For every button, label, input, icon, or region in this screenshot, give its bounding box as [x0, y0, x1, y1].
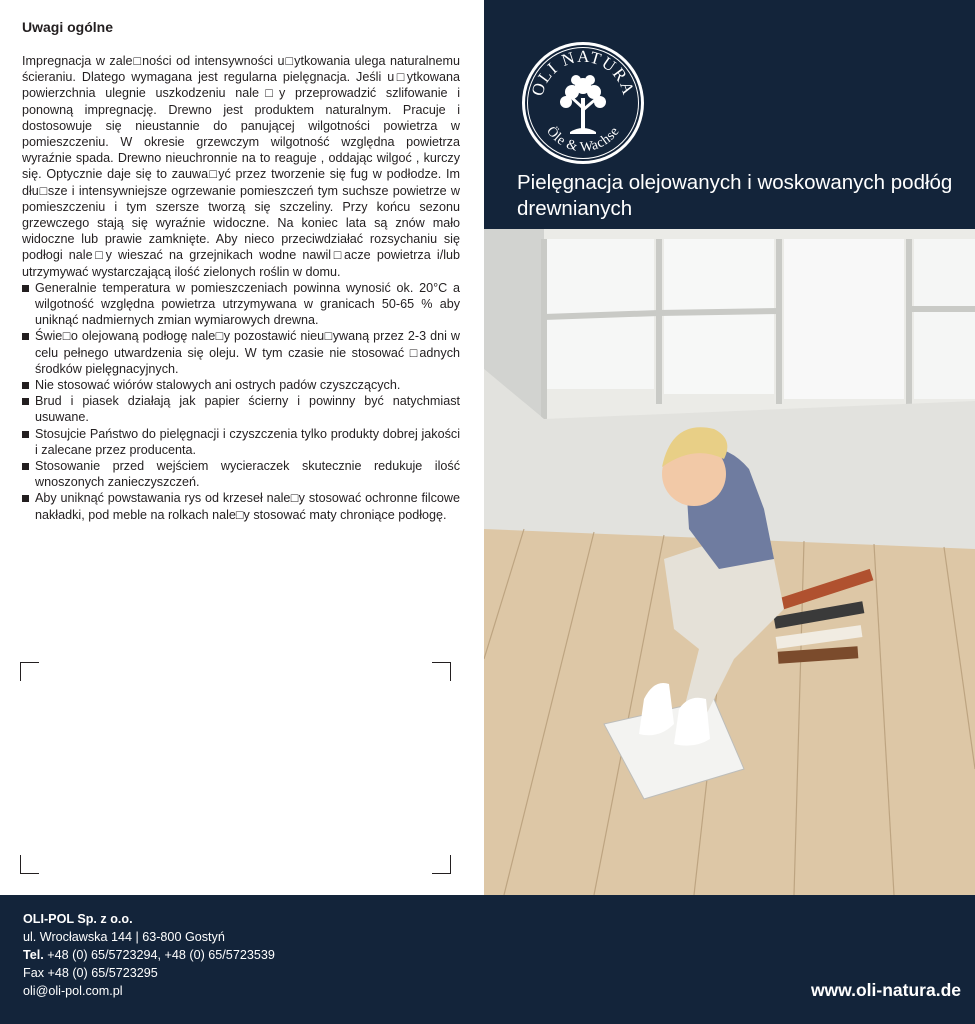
- square-bullet-icon: [22, 285, 29, 292]
- square-bullet-icon: [22, 382, 29, 389]
- square-bullet-icon: [22, 431, 29, 438]
- crop-mark-bottom-right: [432, 855, 451, 874]
- list-item: Stosujcie Państwo do pielęgnacji i czyszczenia tylko produkty dobrej jakości i zalecane przez producenta.: [22, 426, 460, 458]
- hero-photo: [484, 229, 975, 895]
- address: ul. Wrocławska 144 | 63-800 Gostyń: [23, 930, 225, 944]
- company-name: OLI-POL Sp. z o.o.: [23, 912, 133, 926]
- phone-label: Tel.: [23, 948, 44, 962]
- footer: [0, 895, 975, 1024]
- email-link[interactable]: oli@oli-pol.com.pl: [23, 984, 123, 998]
- logo-text-top: OLI NATURA: [527, 46, 639, 99]
- list-item: Generalnie temperatura w pomieszczeniach powinna wynosić ok. 20°C a wilgotność względna powietrza utrzymywana w granicach 50-65 % aby uniknąć nadmiernych zmian wymiarowych drewna.: [22, 280, 460, 329]
- body-text: [22, 53, 460, 523]
- logo-text-bottom: Öle & Wachse: [543, 123, 623, 156]
- text-panel: [0, 0, 484, 895]
- list-item: Świe□o olejowaną podłogę nale□y pozostawić nieu□ywaną przez 2-3 dni w celu pełnego utwardzenia się oleju. W tym czasie nie stosować □adnych środków pielęgnacyjnych.: [22, 328, 460, 377]
- square-bullet-icon: [22, 495, 29, 502]
- crop-mark-top-left: [20, 662, 39, 681]
- list-item: Aby uniknąć powstawania rys od krzeseł nale□y stosować ochronne filcowe nakładki, pod meble na rolkach nale□y stosować maty chroniące podłogę.: [22, 490, 460, 522]
- phone-line: [23, 946, 275, 964]
- square-bullet-icon: [22, 463, 29, 470]
- square-bullet-icon: [22, 333, 29, 340]
- contact-block: [23, 910, 275, 1000]
- fax-label: Fax: [23, 966, 44, 980]
- square-bullet-icon: [22, 398, 29, 405]
- tree-logo-icon: [520, 40, 646, 166]
- fax-line: [23, 964, 275, 982]
- crop-mark-top-right: [432, 662, 451, 681]
- intro-paragraph: Impregnacja w zale□ności od intensywności u□ytkowania ulega naturalnemu ścieraniu. Dlatego wymagana jest regularna pielęgnacja. Jeśli u□ytkowana powierzchnia ulegnie uszkodzeniu nale□y przeprowadzić szlifowanie i ponowną impregnację. Drewno jest produktem naturalnym. Pracuje i dostosowuje się nieustannie do panującej wilgotności powietrza w pomieszczeniu. W okresie grzewczym wilgotność względna powietrza wyraźnie spada. Drewno nieuchronnie na to reaguje , oddając wilgoć , kurczy się. Optycznie daje się to zauwa□yć przez tworzenie się fug w podłodze. Im dłu□sze i intensywniejsze ogrzewanie pomieszczeń tym suchsze powietrze w pomieszczeniu i tym szersze tworzą się szczeliny. Przy końcu sezonu grzewczego stają się wyraźnie widoczne. Na koniec lata są znów mało widoczne lub prawie zamknięte. Aby nieco przeciwdziałać rozsychaniu się podłogi nale□y wieszać na grzejnikach wodne nawil□acze powietrza i/lub utrzymywać wystarczającą ilość zielonych roślin w domu.: [22, 54, 460, 279]
- section-heading: Uwagi ogólne: [22, 19, 113, 35]
- website-link[interactable]: www.oli-natura.de: [810, 980, 961, 1000]
- list-item: Stosowanie przed wejściem wycieraczek skutecznie redukuje ilość wnoszonych zanieczyszczeń.: [22, 458, 460, 490]
- tips-list: [22, 280, 460, 523]
- child-on-floor-photo: [484, 229, 975, 895]
- phone-numbers: +48 (0) 65/5723294, +48 (0) 65/5723539: [47, 948, 275, 962]
- fax-number: +48 (0) 65/5723295: [47, 966, 158, 980]
- crop-mark-bottom-left: [20, 855, 39, 874]
- list-item: Brud i piasek działają jak papier ścierny i powinny być natychmiast usuwane.: [22, 393, 460, 425]
- title-panel: [484, 0, 975, 229]
- list-item: Nie stosować wiórów stalowych ani ostrych padów czyszczących.: [22, 377, 460, 393]
- page-title: Pielęgnacja olejowanych i woskowanych podłóg drewnianych: [517, 171, 953, 220]
